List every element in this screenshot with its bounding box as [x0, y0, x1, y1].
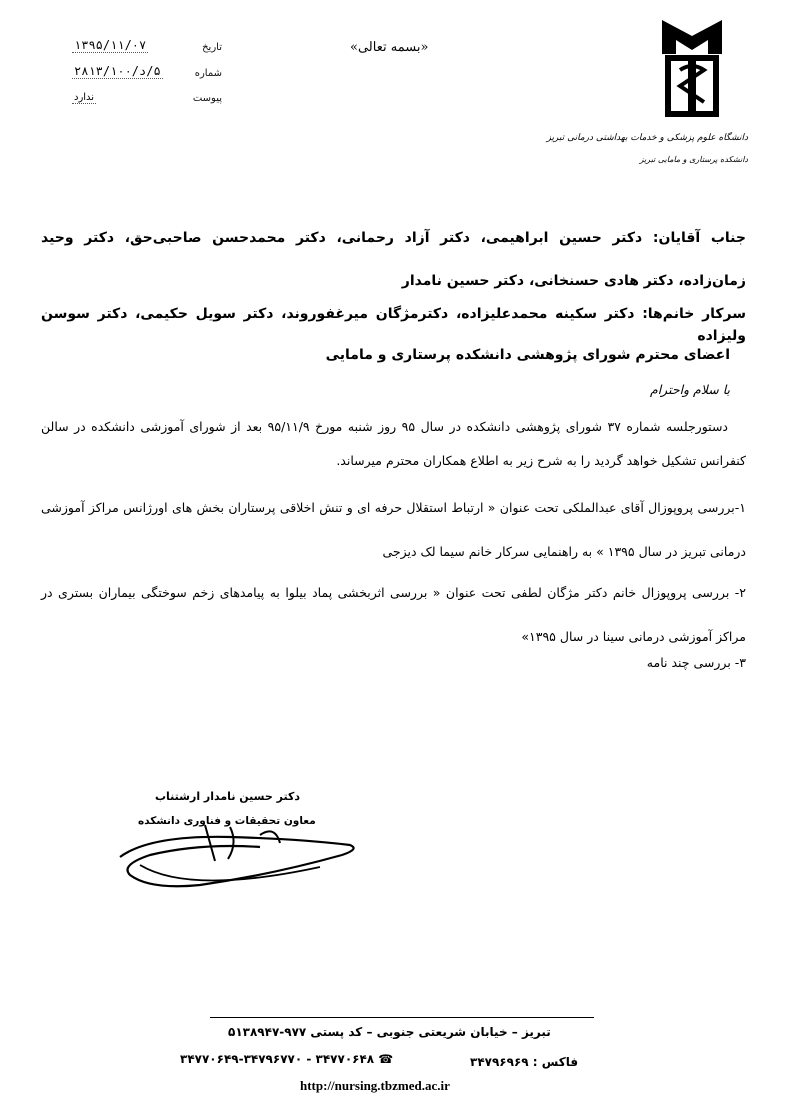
intro-paragraph: دستورجلسه شماره ۳۷ شورای پژوهشی دانشکده در سال ۹۵ روز شنبه مورخ ۹۵/۱۱/۹ بعد از شورای آموزشی دانشکده در سالن کنفرانس تشکیل خواهد گردید را به شرح زیر به اطلاع همکاران محترم میرساند. [41, 419, 746, 468]
attachment-value: ندارد [74, 92, 95, 103]
footer-address: تبریز – خیابان شریعتی جنوبی – کد پستی ۹۷۷-۵۱۳۸۹۴۷ [228, 1025, 551, 1039]
signatory-name: دکتر حسین نامدار ارشتناب [155, 790, 300, 803]
addressees-women: سرکار خانم‌ها: دکتر سکینه محمدعلیزاده، دکترمژگان میرغفوروند، دکتر سویل حکیمی، دکتر سوسن ولیزاده [41, 306, 746, 344]
number-label: شماره [194, 68, 222, 79]
handwritten-signature [110, 795, 370, 905]
addressees-men: جناب آقایان: دکتر حسین ابراهیمی، دکتر آزاد رحمانی، دکتر محمدحسن صاحبی‌حق، دکتر وحید زمان‌زاده، دکتر هادی حسنخانی، دکتر حسین نامدار [41, 230, 746, 289]
agenda-item-1: ۱-بررسی پروپوزال آقای عبدالملکی تحت عنوان « ارتباط استقلال حرفه ای و تنش اخلاقی پرستاران بخش های اورژانس مراکز آموزشی درمانی تبریز در سال ۱۳۹۵ » به راهنمایی سرکار خانم سیما لک دیزجی [41, 500, 746, 559]
greeting: با سلام واحترام [649, 382, 730, 397]
footer-divider [210, 1017, 594, 1018]
footer-fax: فاکس : ۳۴۷۹۶۹۶۹ [470, 1055, 579, 1069]
council-heading: اعضای محترم شورای پژوهشی دانشکده پرستاری و مامایی [325, 347, 730, 363]
bismillah: «بسمه تعالی» [350, 40, 429, 55]
footer-phone: ☎ ۳۴۷۷۰۶۴۸ - ۳۴۷۷۰۶۴۹-۳۴۷۹۶۷۷۰ [180, 1052, 394, 1066]
logo-text: دانشگاه علوم پزشکی و خدمات بهداشتی درمانی تبریز [546, 133, 748, 143]
logo-subtext: دانشکده پرستاری و مامایی تبریز [639, 155, 748, 164]
date-value: ۱۳۹۵/۱۱/۰۷ [74, 38, 147, 52]
university-logo [546, 14, 762, 174]
date-row [72, 38, 222, 53]
agenda-item-3: ۳- بررسی چند نامه [646, 655, 746, 670]
attachment-label: پیوست [192, 93, 222, 104]
date-label: تاریخ [202, 42, 222, 53]
agenda-item-2: ۲- بررسی پروپوزال خانم دکتر مژگان لطفی تحت عنوان « بررسی اثربخشی پماد بیلوا به پیامدهای زخم سوختگی بیماران بستری در مراکز آموزشی درمانی سینا در سال ۱۳۹۵» [41, 585, 746, 644]
number-row [72, 64, 222, 79]
signatory-title: معاون تحقیقات و فناوری دانشکده [138, 815, 316, 827]
number-value: ۵/د/۲۸۱۳/۱۰۰ [74, 64, 161, 78]
attachment-row [72, 92, 222, 104]
footer-url[interactable]: http://nursing.tbzmed.ac.ir [300, 1078, 450, 1093]
